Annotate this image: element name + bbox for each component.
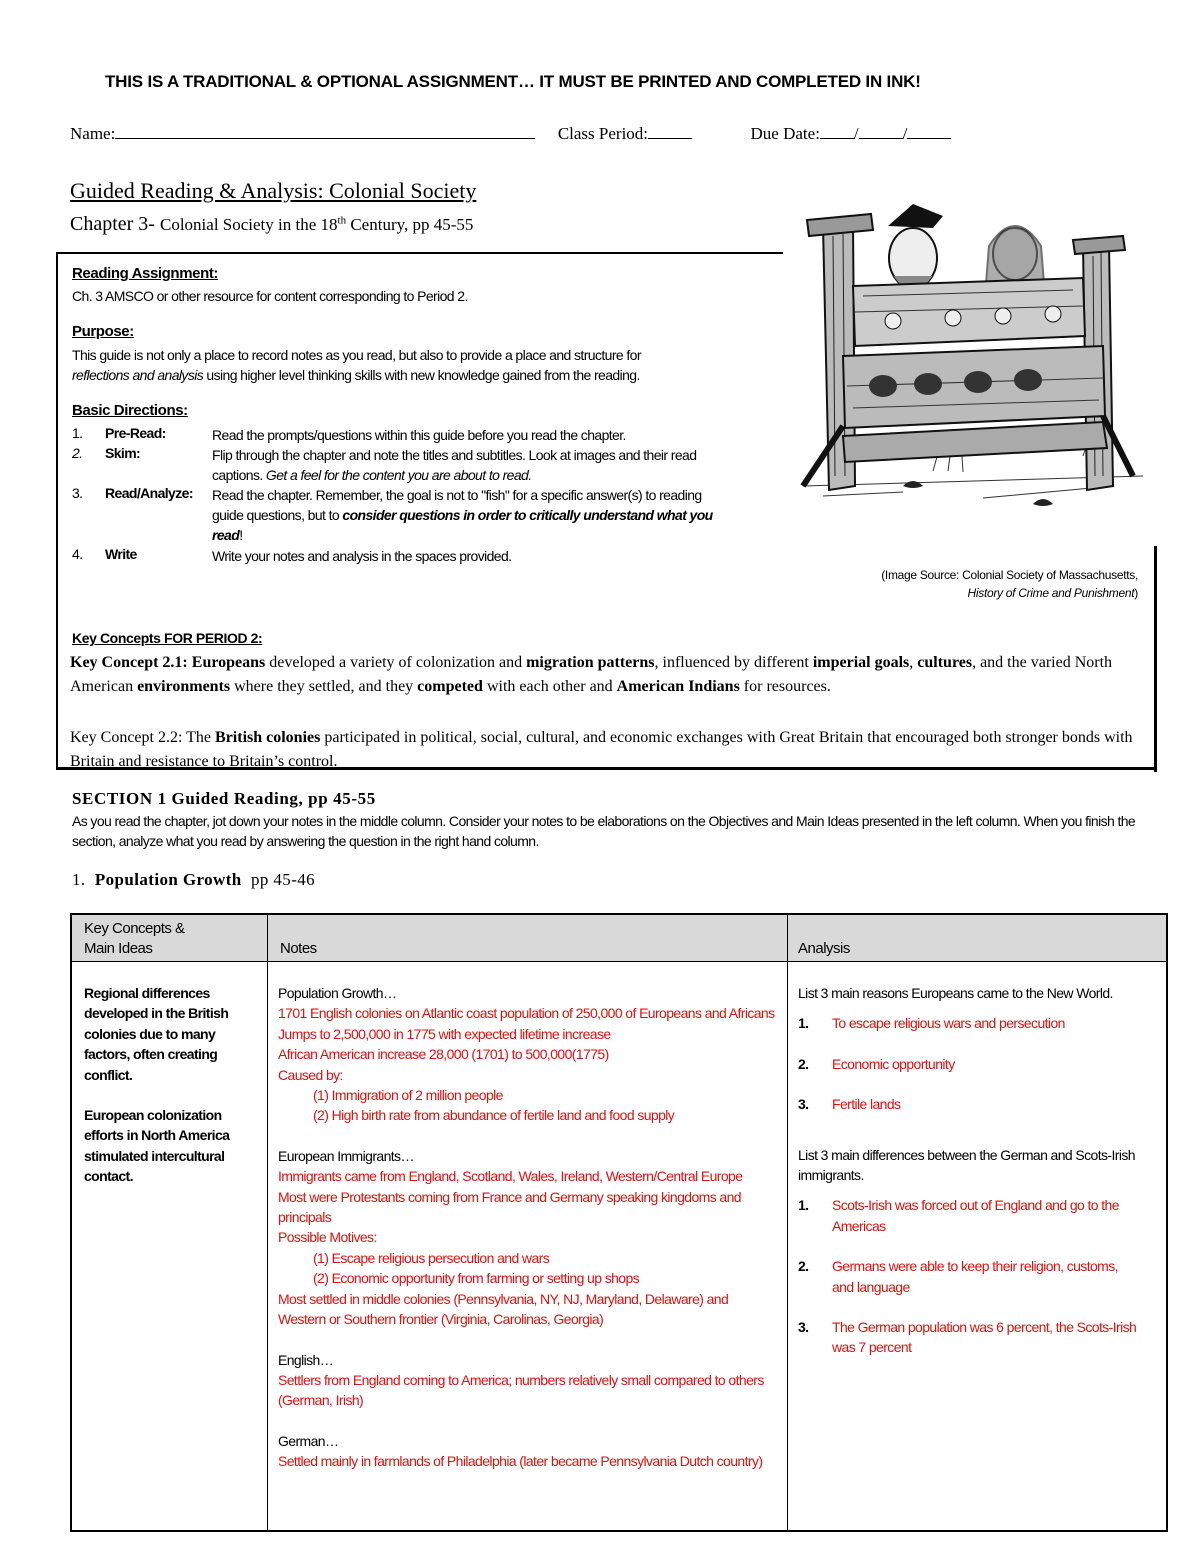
page-title: Guided Reading & Analysis: Colonial Society [70,178,477,203]
notes-table [70,913,1168,1532]
note-line: Settled mainly in farmlands of Philadelphia (later became Pennsylvania Dutch country) [278,1453,763,1470]
section-instructions: As you read the chapter, jot down your notes in the middle column. Consider your notes to be elaborations on the Objectives and Main Ideas presented in the left column. When you finish the section, analyze what you read by answering the question in the right hand column. [72,813,1136,849]
reading-assignment-heading: Reading Assignment: [72,265,219,282]
due-year-field[interactable] [907,122,951,139]
note-line: African American increase 28,000 (1701) to 500,000(1775) [278,1046,609,1063]
chapter-heading [70,213,473,236]
due-month-field[interactable] [820,122,854,139]
note-line: Immigrants came from England, Scotland, Wales, Ireland, Western/Central Europe [278,1168,743,1185]
analysis-answer: 3. Fertile lands [798,1096,901,1113]
analysis-answer: 1. To escape religious wars and persecution [798,1015,1065,1032]
direction-text: Read the chapter. Remember, the goal is not to "fish" for a specific answer(s) to reading guide questions, but to consider questions in order to critically understand what you read! [212,487,713,543]
image-credit: (Image Source: Colonial Society of Massachusetts, History of Crime and Punishment) [881,568,1138,600]
analysis-answer: 2. Economic opportunity [798,1055,955,1072]
info-box-right-border [1154,540,1157,772]
analysis-answer: 1. Scots-Irish was forced out of England and go to the Americas [798,1197,1119,1234]
directions-heading: Basic Directions: [72,402,188,419]
direction-label: Skim: [105,445,141,461]
note-line: Most were Protestants coming from France and Germany speaking kingdoms and principals [278,1188,741,1226]
key-concept-2-2: Key Concept 2.2: The British colonies participated in political, social, cultural, and economic exchanges with Great Britain that encouraged both stronger bonds with Britain and resistance to Britain’s control. [70,729,1133,770]
note-line: Caused by: [278,1066,343,1083]
chapter-text: Colonial Society in the 18th Century, pp 45-55 [159,214,474,234]
table-header [72,915,1166,962]
note-line: Population Growth… [278,985,397,1001]
analysis-answer: 2. Germans were able to keep their religion, customs, and language [798,1258,1118,1295]
direction-number: 4. [72,546,83,562]
section-title: SECTION 1 Guided Reading, pp 45-55 [72,789,376,808]
topic-heading: 1. Population Growth pp 45-46 [72,870,316,889]
notes-cell[interactable] [278,983,778,1472]
main-idea: European colonization efforts in North America stimulated intercultural contact. [84,1107,230,1185]
student-info-row [70,122,951,144]
stocks-illustration [783,186,1163,546]
main-idea: Regional differences developed in the British colonies due to many factors, often creating conflict. [84,985,229,1083]
direction-text: Write your notes and analysis in the spaces provided. [212,548,512,564]
direction-text: Read the prompts/questions within this guide before you read the chapter. [212,427,626,443]
name-field[interactable] [115,122,535,139]
name-label: Name: [70,124,116,143]
main-ideas-cell [84,983,259,1187]
note-line: German… [278,1432,339,1449]
purpose-heading: Purpose: [72,323,134,340]
analysis-cell[interactable] [798,983,1138,1358]
class-period-field[interactable] [648,122,692,139]
due-date-label: Due Date: [750,124,820,143]
analysis-answer: 3. The German population was 6 percent, the Scots-Irish was 7 percent [798,1319,1137,1356]
note-line: (1) Immigration of 2 million people [313,1087,503,1104]
note-line: Most settled in middle colonies (Pennsylvania, NY, NJ, Maryland, Delaware) and Western or Southern frontier (Virginia, Carolinas, Georgia) [278,1290,729,1328]
direction-number: 1. [72,425,83,441]
note-line: Jumps to 2,500,000 in 1775 with expected lifetime increase [278,1025,611,1042]
header-key-concepts: Key Concepts & Main Ideas [84,920,185,957]
column-divider [787,915,788,1530]
header-analysis: Analysis [798,940,850,957]
date-separator: / [902,124,908,143]
assignment-banner: THIS IS A TRADITIONAL & OPTIONAL ASSIGNMENT… IT MUST BE PRINTED AND COMPLETED IN INK! [105,72,921,91]
note-line: Possible Motives: [278,1229,377,1246]
header-notes: Notes [280,940,317,957]
note-line: (2) Economic opportunity from farming or setting up shops [313,1270,640,1287]
class-period-label: Class Period: [557,124,649,143]
key-concepts-heading: Key Concepts FOR PERIOD 2: [72,630,263,646]
date-separator: / [853,124,859,143]
note-line: 1701 English colonies on Atlantic coast population of 250,000 of Europeans and Africans [278,1005,775,1022]
note-line: Settlers from England coming to America; numbers relatively small compared to others (German, Irish) [278,1371,764,1409]
note-line: English… [278,1351,334,1368]
direction-label: Pre-Read: [105,425,166,441]
direction-label: Read/Analyze: [105,485,193,501]
direction-number: 3. [72,485,83,501]
reading-assignment-text: Ch. 3 AMSCO or other resource for content corresponding to Period 2. [72,288,468,304]
direction-number: 2. [72,445,83,461]
note-line: (2) High birth rate from abundance of fertile land and food supply [313,1107,675,1124]
key-concept-2-1: Key Concept 2.1: Europeans developed a variety of colonization and migration patterns, influenced by different imperial goals, cultures, and the varied North American environments where they settled, and they competed with each other and American Indians for resources. [70,654,1113,695]
direction-label: Write [105,546,137,562]
column-divider [267,915,268,1530]
analysis-question: List 3 main reasons Europeans came to the New World. [798,985,1113,1001]
chapter-label: Chapter 3- [70,213,155,235]
purpose-text: This guide is not only a place to record notes as you read, but also to provide a place and structure for reflections and analysis using higher level thinking skills with new knowledge gained from the reading. [72,347,641,383]
note-line: European Immigrants… [278,1147,414,1164]
direction-text: Flip through the chapter and note the titles and subtitles. Look at images and their read captions. Get a feel for the content you are about to read. [212,447,697,483]
due-day-field[interactable] [859,122,903,139]
note-line: (1) Escape religious persecution and wars [313,1249,550,1266]
analysis-question: List 3 main differences between the German and Scots-Irish immigrants. [798,1146,1135,1184]
